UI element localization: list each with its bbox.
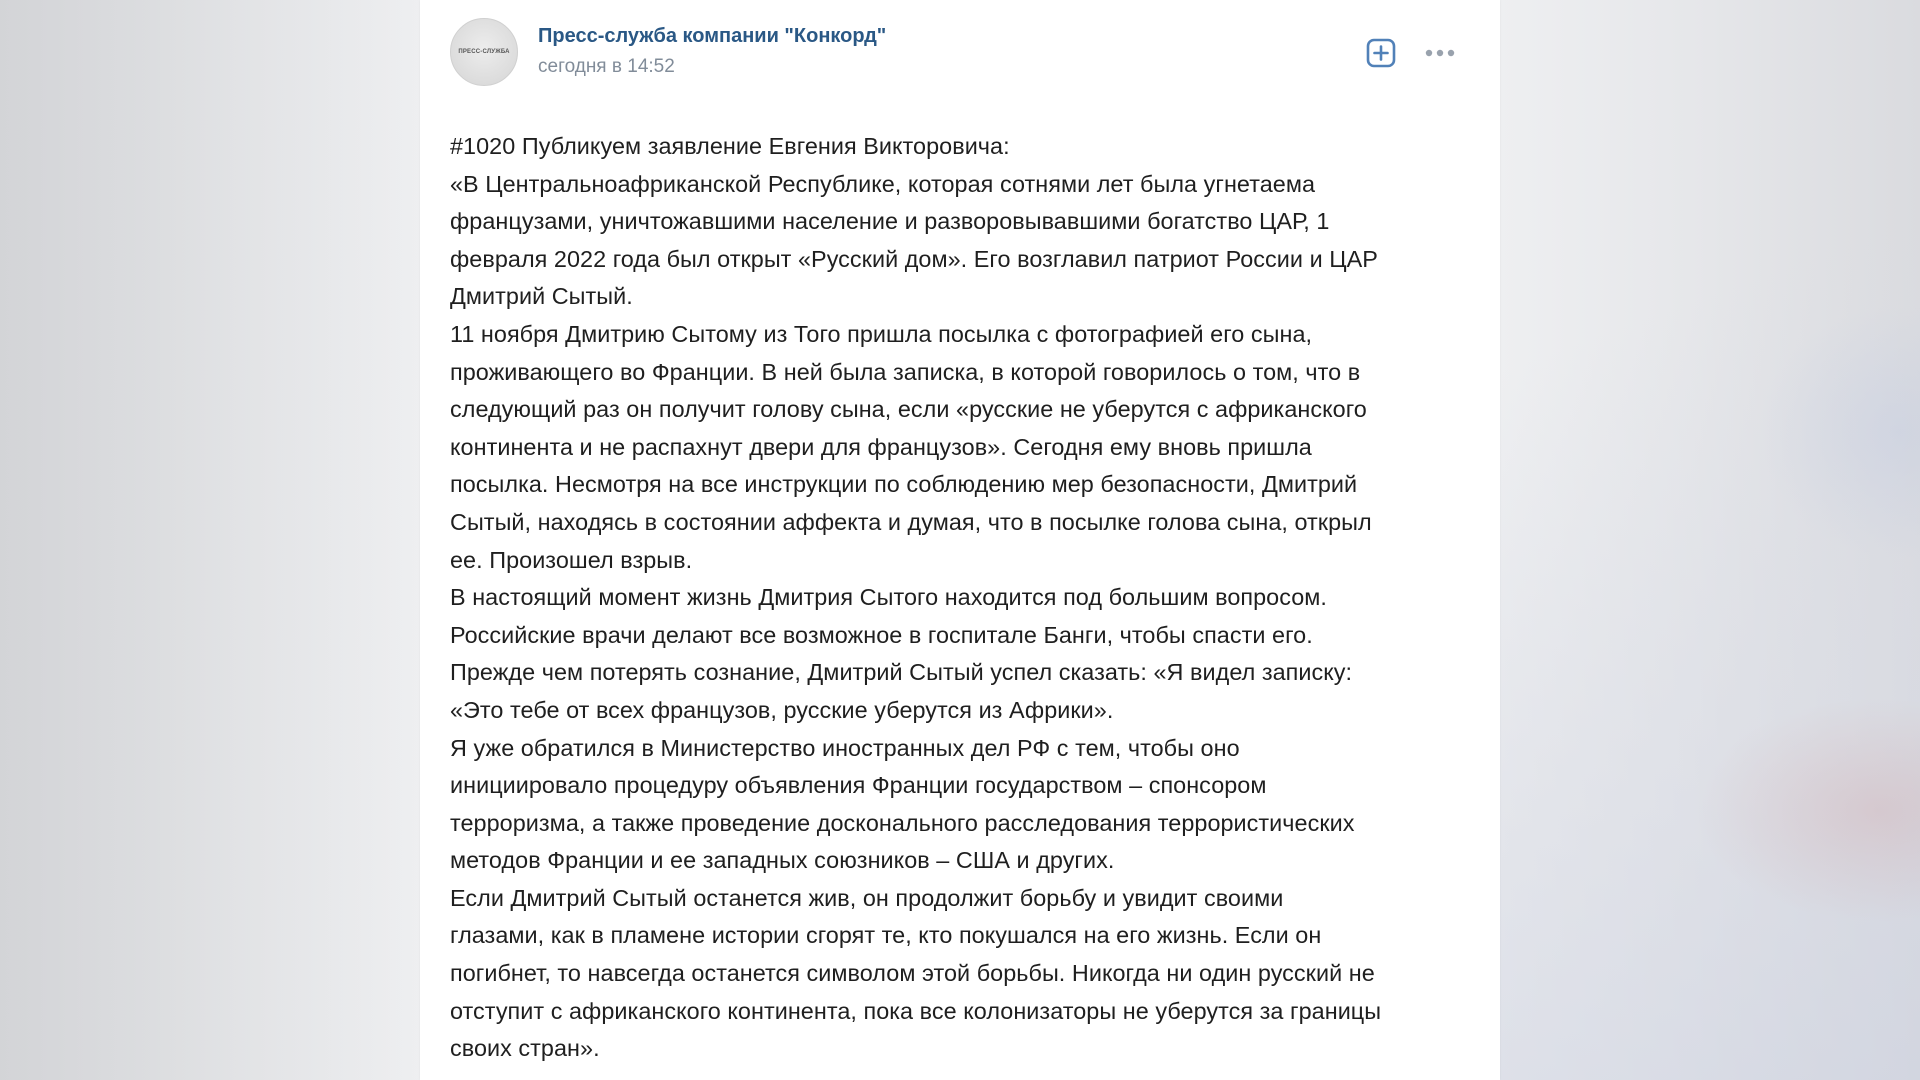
post-text-line: #1020 Публикуем заявление Евгения Викторовича: [450, 133, 1010, 159]
post-text-line: посылка. Несмотря на все инструкции по соблюдению мер безопасности, Дмитрий [450, 471, 1358, 498]
post-text-line: французами, уничтожавшими население и разворовывавшими богатство ЦАР, 1 [450, 208, 1330, 235]
avatar-logo-text: ПРЕСС-СЛУЖБА [458, 49, 510, 55]
post-text-line: методов Франции и ее западных союзников – США и других. [450, 847, 1115, 874]
post-text-line: ее. Произошел взрыв. [450, 546, 693, 573]
post-text-line: Российские врачи делают все возможное в госпитале Банги, чтобы спасти его. [450, 621, 1313, 648]
post-text-line: терроризма, а также проведение досконального расследования террористических [450, 809, 1355, 836]
post-header [450, 18, 1470, 90]
post-text-line: следующий раз он получит голову сына, если «русские не уберутся с африканского [450, 396, 1367, 423]
post-text-line: «Это тебе от всех французов, русские уберутся из Африки». [450, 696, 1114, 723]
post-text-line: отступит с африканского континента, пока все колонизаторы не уберутся за границы [450, 997, 1382, 1024]
background-left-blur [0, 0, 420, 1080]
post-body [450, 128, 1480, 1068]
author-avatar[interactable] [450, 18, 518, 86]
subscribe-button[interactable] [1364, 36, 1398, 70]
post-text-line: инициировало процедуру объявления Франции государством – спонсором [450, 772, 1267, 799]
post-text-line: глазами, как в пламене истории сгорят те, кто покушался на его жизнь. Если он [450, 922, 1322, 949]
post-text-line: Если Дмитрий Сытый останется жив, он продолжит борьбу и увидит своими [450, 884, 1284, 911]
post-text-line: Прежде чем потерять сознание, Дмитрий Сытый успел сказать: «Я видел записку: [450, 659, 1353, 686]
post-text-line: погибнет, то навсегда останется символом этой борьбы. Никогда ни один русский не [450, 960, 1375, 987]
post-text-line: В настоящий момент жизнь Дмитрия Сытого находится под большим вопросом. [450, 584, 1327, 611]
post-text-line: континента и не распахнут двери для французов». Сегодня ему вновь пришла [450, 433, 1312, 460]
post-card [420, 0, 1500, 1080]
post-text [450, 128, 1480, 1068]
post-text-line: 11 ноября Дмитрию Сытому из Того пришла посылка с фотографией его сына, [450, 320, 1313, 347]
post-text-line: Дмитрий Сытый. [450, 283, 633, 310]
post-text-line: Я уже обратился в Министерство иностранных дел РФ с тем, чтобы оно [450, 734, 1240, 761]
post-text-line: февраля 2022 года был открыт «Русский дом». Его возглавил патриот России и ЦАР [450, 245, 1378, 272]
more-options-button[interactable] [1422, 36, 1458, 70]
post-text-line: своих стран». [450, 1035, 600, 1062]
ellipsis-icon [1425, 48, 1455, 58]
plus-square-icon [1365, 37, 1397, 69]
background-right-blur [1500, 0, 1920, 1080]
post-text-line: Сытый, находясь в состоянии аффекта и думая, что в посылке голова сына, открыл [450, 508, 1372, 535]
post-text-line: «В Центральноафриканской Республике, которая сотнями лет была угнетаема [450, 170, 1316, 197]
post-timestamp[interactable]: сегодня в 14:52 [538, 56, 675, 77]
post-text-line: проживающего во Франции. В ней была записка, в которой говорилось о том, что в [450, 358, 1361, 385]
author-name-link[interactable]: Пресс-служба компании "Конкорд" [538, 25, 887, 47]
